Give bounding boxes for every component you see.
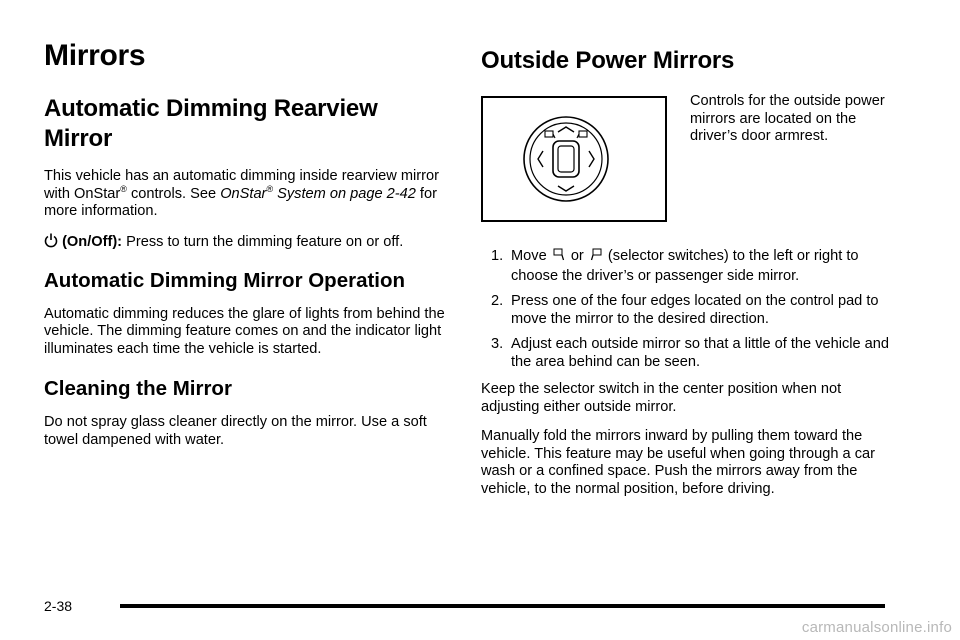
- mirror-control-diagram: [481, 96, 667, 222]
- controls-location-text: Controls for the outside power mirrors are located on the driver’s door armrest.: [690, 93, 885, 144]
- power-text: Press to turn the dimming feature on or off.: [126, 233, 404, 250]
- right-selector-icon: [590, 248, 602, 268]
- step-2: 2. Press one of the four edges located on the control pad to move the mirror to the desired direction.: [491, 293, 879, 327]
- cleaning-text: Do not spray glass cleaner directly on the mirror. Use a soft towel dampened with water.: [44, 414, 427, 448]
- step-1: 1. Move or (selector switches) to the left or right to choose the driver’s or passenger side mirror.: [491, 248, 859, 284]
- selector-center-note: Keep the selector switch in the center position when not adjusting either outside mirror.: [481, 381, 842, 415]
- outside-mirrors-heading: Outside Power Mirrors: [481, 47, 735, 74]
- cleaning-heading: Cleaning the Mirror: [44, 377, 232, 400]
- left-selector-icon: [553, 248, 565, 268]
- section-title: Mirrors: [44, 39, 146, 72]
- page-number: 2-38: [44, 598, 73, 614]
- auto-dim-heading: Automatic Dimming Rearview Mirror: [44, 95, 378, 152]
- footer-divider: [120, 604, 885, 608]
- manual-fold-note: Manually fold the mirrors inward by pulling them toward the vehicle. This feature may be useful when going through a car wash or a confined space. Push the mirrors away from the vehicle, to the normal position, before driving.: [481, 428, 875, 497]
- right-column: [481, 38, 901, 497]
- onstar-reference-link[interactable]: OnStar® System on page 2-42: [220, 183, 416, 202]
- power-term: (On/Off):: [62, 233, 123, 250]
- watermark: carmanualsonline.info: [801, 619, 952, 636]
- left-column: [44, 38, 452, 461]
- auto-dim-intro: This vehicle has an automatic dimming inside rearview mirror with OnStar® controls. See OnStar® System on page 2-42 for more information.: [44, 168, 439, 219]
- operation-text: Automatic dimming reduces the glare of lights from behind the vehicle. The dimming feature comes on and the indicator light illuminates each time the vehicle is started.: [44, 305, 445, 357]
- mirror-adjust-steps: [481, 248, 901, 510]
- step-3: 3. Adjust each outside mirror so that a little of the vehicle and the area behind can be seen.: [491, 336, 890, 370]
- power-button-description: [44, 233, 452, 254]
- operation-heading: Automatic Dimming Mirror Operation: [44, 268, 406, 292]
- power-icon: [44, 233, 58, 254]
